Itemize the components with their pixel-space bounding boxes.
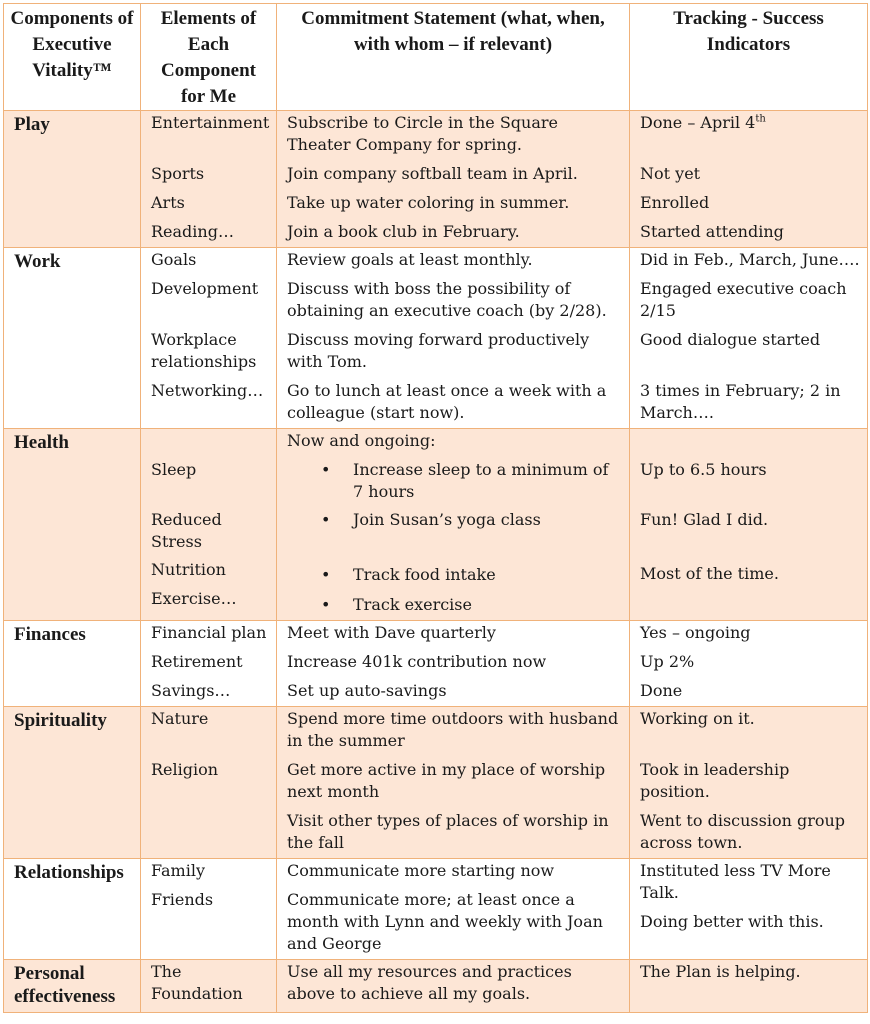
row-work	[4, 248, 868, 429]
commitment-item: Subscribe to Circle in the Square Theater Company for spring.	[287, 113, 558, 154]
tracking-item: Done – April 4th	[640, 113, 766, 132]
tracking-item: Went to discussion group across town.	[640, 811, 846, 852]
tracking-item: Did in Feb., March, June….	[640, 250, 860, 269]
component-personal-effectiveness: Personal effectiveness	[4, 960, 141, 1013]
elements-play	[141, 111, 277, 248]
row-personal-effectiveness	[4, 960, 868, 1013]
tracking-work	[630, 248, 868, 429]
element-item: The Foundation	[151, 962, 243, 1003]
row-play	[4, 111, 868, 248]
commitments-spirituality	[277, 707, 630, 859]
commitment-bullet: • Track food intake	[287, 564, 623, 594]
tracking-item: Fun! Glad I did.	[640, 510, 769, 529]
tracking-health	[630, 429, 868, 621]
elements-relationships	[141, 859, 277, 960]
tracking-item: Most of the time.	[640, 564, 779, 583]
elements-spirituality	[141, 707, 277, 859]
commitment-item: Get more active in my place of worship next month	[287, 760, 606, 801]
component-work: Work	[4, 248, 141, 429]
element-item: Exercise…	[151, 589, 237, 608]
element-item: Entertainment	[151, 113, 270, 132]
tracking-relationships	[630, 859, 868, 960]
tracking-item: Working on it.	[640, 709, 755, 728]
element-item: Friends	[151, 890, 214, 909]
tracking-item: 3 times in February; 2 in March….	[640, 381, 841, 422]
commitment-item: Take up water coloring in summer.	[287, 193, 570, 212]
tracking-play	[630, 111, 868, 248]
element-item: Savings…	[151, 681, 231, 700]
component-play: Play	[4, 111, 141, 248]
tracking-item: Started attending	[640, 222, 784, 241]
elements-finances	[141, 621, 277, 707]
commitment-item: Join a book club in February.	[287, 222, 520, 241]
tracking-item: Doing better with this.	[640, 912, 824, 931]
tracking-item: Up to 6.5 hours	[640, 460, 767, 479]
elements-health	[141, 429, 277, 621]
commitment-item: Communicate more; at least once a month with Lynn and weekly with Joan and George	[287, 890, 603, 953]
commitments-personal-effectiveness	[277, 960, 630, 1013]
commitment-item: Set up auto-savings	[287, 681, 447, 700]
tracking-finances	[630, 621, 868, 707]
header-elements: Elements of Each Component for Me	[141, 4, 277, 111]
elements-personal-effectiveness	[141, 960, 277, 1013]
commitment-item: Communicate more starting now	[287, 861, 555, 880]
commitment-bullet-list	[287, 459, 623, 616]
element-item: Sports	[151, 164, 205, 183]
row-relationships	[4, 859, 868, 960]
element-item: Sleep	[151, 460, 197, 479]
tracking-item: Up 2%	[640, 652, 695, 671]
commitment-item: Discuss moving forward productively with Tom.	[287, 330, 590, 371]
component-spirituality: Spirituality	[4, 707, 141, 859]
commitments-play	[277, 111, 630, 248]
element-item: Family	[151, 861, 205, 880]
commitments-work	[277, 248, 630, 429]
row-health	[4, 429, 868, 621]
element-item: Reading…	[151, 222, 234, 241]
component-health: Health	[4, 429, 141, 621]
commitment-item: Use all my resources and practices above to achieve all my goals.	[287, 962, 572, 1003]
commitments-relationships	[277, 859, 630, 960]
header-commitment: Commitment Statement (what, when, with whom – if relevant)	[277, 4, 630, 111]
commitment-item: Join company softball team in April.	[287, 164, 578, 183]
commitment-intro: Now and ongoing:	[287, 431, 436, 450]
tracking-item: The Plan is helping.	[640, 962, 801, 981]
commitment-bullet: • Increase sleep to a minimum of 7 hours	[287, 459, 623, 509]
element-item: Reduced Stress	[151, 510, 222, 551]
row-finances	[4, 621, 868, 707]
header-components: Components of Executive Vitality™	[4, 4, 141, 111]
element-item: Arts	[151, 193, 185, 212]
element-item: Workplace relationships	[151, 330, 257, 371]
tracking-item: Engaged executive coach 2/15	[640, 279, 847, 320]
element-item: Networking…	[151, 381, 264, 400]
header-row	[4, 4, 868, 111]
commitment-bullet: • Join Susan’s yoga class	[287, 509, 623, 564]
commitments-finances	[277, 621, 630, 707]
element-item: Nature	[151, 709, 209, 728]
tracking-item: Done	[640, 681, 683, 700]
tracking-item: Good dialogue started	[640, 330, 821, 349]
tracking-item: Instituted less TV More Talk.	[640, 861, 831, 902]
tracking-item: Yes – ongoing	[640, 623, 751, 642]
tracking-personal-effectiveness	[630, 960, 868, 1013]
component-relationships: Relationships	[4, 859, 141, 960]
header-tracking: Tracking - Success Indicators	[630, 4, 868, 111]
element-item: Retirement	[151, 652, 243, 671]
component-finances: Finances	[4, 621, 141, 707]
element-item: Goals	[151, 250, 197, 269]
commitment-item: Spend more time outdoors with husband in the summer	[287, 709, 619, 750]
executive-vitality-table	[3, 3, 868, 1013]
commitment-item: Visit other types of places of worship in the fall	[287, 811, 609, 852]
tracking-item: Enrolled	[640, 193, 710, 212]
commitment-item: Discuss with boss the possibility of obtaining an executive coach (by 2/28).	[287, 279, 607, 320]
element-item: Religion	[151, 760, 219, 779]
tracking-spirituality	[630, 707, 868, 859]
element-item: Development	[151, 279, 259, 298]
row-spirituality	[4, 707, 868, 859]
commitment-item: Go to lunch at least once a week with a colleague (start now).	[287, 381, 607, 422]
element-item: Financial plan	[151, 623, 267, 642]
commitment-bullet: • Track exercise	[287, 594, 623, 616]
commitment-item: Meet with Dave quarterly	[287, 623, 496, 642]
commitments-health	[277, 429, 630, 621]
tracking-item: Not yet	[640, 164, 701, 183]
tracking-item: Took in leadership position.	[640, 760, 790, 801]
element-item: Nutrition	[151, 560, 226, 579]
commitment-item: Increase 401k contribution now	[287, 652, 547, 671]
commitment-item: Review goals at least monthly.	[287, 250, 533, 269]
elements-work	[141, 248, 277, 429]
